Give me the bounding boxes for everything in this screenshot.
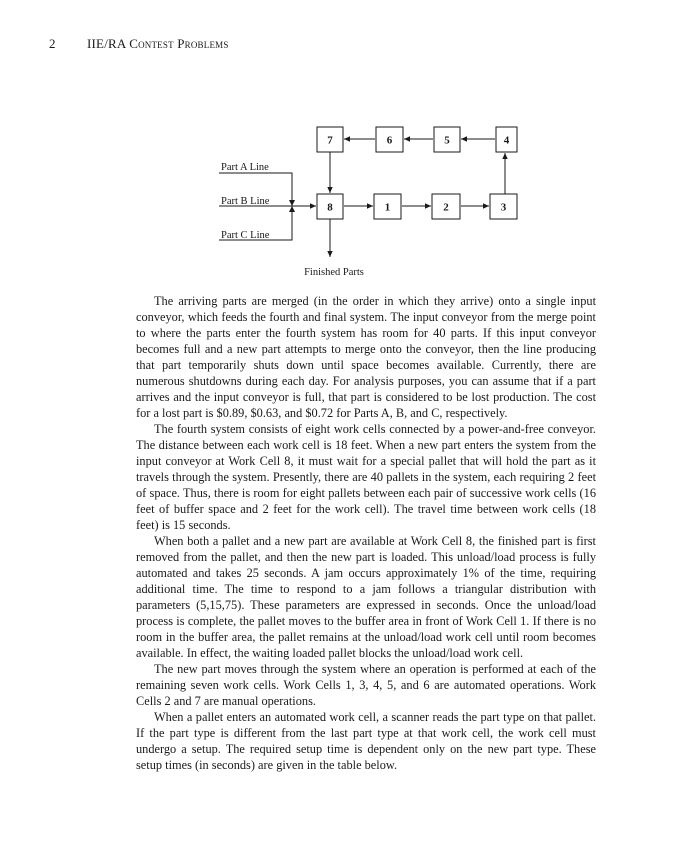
paragraph: The arriving parts are merged (in the order in which they arrive) onto a single input conveyor, which feeds the fourth and final system. The input conveyor from the merge point to where the parts enter the fourth system has room for 40 parts. If this input conveyor becomes full and a new part attempts to merge onto the conveyor, then the line producing that part temporarily shuts down until space becomes available. Currently, there are numerous shutdowns during each day. For analysis purposes, you can assume that if a part arrives and the input conveyor is full, that part is considered to be lost production. The cost for a lost part is $0.89, $0.63, and $0.72 for Parts A, B, and C, respectively.	[136, 294, 596, 420]
cell-3-label: 3	[500, 201, 507, 214]
paragraph: When a pallet enters an automated work cell, a scanner reads the part type on that pallet. If the part type is different from the last part type at that work cell, the work cell must undergo a setup. The required setup time is dependent only on the new part type. These setup times (in seconds) are given in the table below.	[136, 710, 596, 772]
cell-2-label: 2	[443, 201, 449, 214]
running-title: IIE/RA Contest Problems	[87, 36, 229, 51]
paragraph: When both a pallet and a new part are available at Work Cell 8, the finished part is first removed from the pallet, and then the new part is loaded. This unload/load process is fully automated and takes 25 seconds. A jam occurs approximately 1% of the time, requiring additional time. The time to respond to a jam follows a triangular distribution with parameters (5,15,75). These parameters are expressed in seconds. Once the unload/load process is complete, the pallet moves to the buffer area in front of Work Cell 1. If there is no room in the buffer area, the pallet remains at the unload/load work cell until room becomes available. In effect, the waiting loaded pallet blocks the unload/load work cell.	[136, 534, 596, 660]
part-b-line-label: Part B Line	[221, 196, 270, 207]
page-number: 2	[49, 36, 56, 51]
part-c-line-label: Part C Line	[221, 230, 270, 241]
merge-arrow-from-a	[289, 200, 295, 206]
cell-5-label: 5	[444, 134, 450, 147]
work-cell-flow-diagram	[0, 0, 696, 300]
cell-1-label: 1	[384, 201, 391, 214]
cell-6-label: 6	[386, 134, 393, 147]
paragraph: The new part moves through the system where an operation is performed at each of the remaining seven work cells. Work Cells 1, 3, 4, 5, and 6 are automated operations. Work Cells 2 and 7 are manual operations.	[136, 662, 596, 708]
body-text	[136, 293, 596, 773]
part-a-line-label: Part A Line	[221, 162, 269, 173]
paragraph: The fourth system consists of eight work cells connected by a power-and-free conveyor. The distance between each work cell is 18 feet. When a new part enters the system from the input conveyor at Work Cell 8, it must wait for a special pallet that will hold the part as it travels through the system. Presently, there are 40 pallets in the system, each requiring 2 feet of space. Thus, there is room for eight pallets between each pair of successive work cells (16 feet of buffer space and 2 feet for the work cell). The travel time between work cells (18 feet) is 15 seconds.	[136, 422, 596, 532]
finished-parts-label: Finished Parts	[304, 267, 364, 278]
cell-8-label: 8	[327, 201, 333, 214]
cell-7-label: 7	[327, 134, 333, 147]
merge-arrow-from-c	[289, 206, 295, 212]
cell-4-label: 4	[503, 134, 510, 147]
